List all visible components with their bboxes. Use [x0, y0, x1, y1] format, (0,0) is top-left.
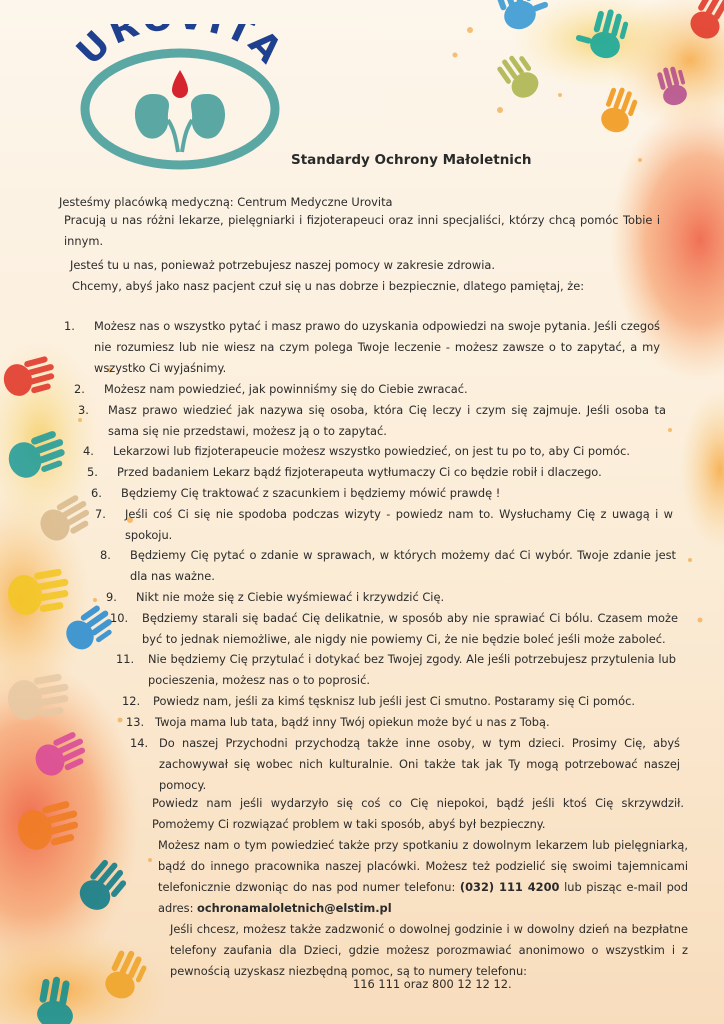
closing-paragraph-2-text: Możesz nam o tym powiedzieć także przy spotkaniu z dowolnym lekarzem lub pielęgniarką, bądź do innego pracownika naszej placówki. Możesz też podzielić się swoimi tajemnicami telefonicznie dzwoniąc do nas pod numer telefonu:: [158, 838, 688, 894]
rule-text: Będziemy Cię traktować z szacunkiem i będziemy mówić prawdę !: [121, 486, 501, 500]
closing-paragraph-1: Powiedz nam jeśli wydarzyło się coś co Cię niepokoi, bądź jeśli ktoś Cię skrzywdził. Pomożemy Ci rozwiązać problem w taki sposób, abyś był bezpieczny.: [152, 796, 684, 831]
intro-line-3: Jesteś tu u nas, ponieważ potrzebujesz naszej pomocy w zakresie zdrowia.: [70, 258, 495, 272]
rule-number: 12.: [122, 694, 141, 708]
rule-text: Lekarzowi lub fizjoterapeucie możesz wszystko powiedzieć, on jest tu po to, aby Ci pomóc.: [113, 444, 631, 458]
closing-paragraph-2: [158, 835, 688, 919]
rule-text: Powiedz nam, jeśli za kimś tęsknisz lub jeśli jest Ci smutno. Postaramy się Ci pomóc.: [153, 694, 635, 708]
closing-paragraph-2-mid: lub pisząc e-mail pod adres:: [158, 880, 689, 915]
rule-text: Masz prawo wiedzieć jak nazywa się osoba, która Cię leczy i czym się zajmuje. Jeśli osoba ta sama się nie przedstawi, możesz ją o to zapytać.: [108, 403, 666, 438]
rule-number: 6.: [91, 486, 102, 500]
rule-text: Przed badaniem Lekarz bądź fizjoterapeuta wytłumaczy Ci co będzie robił i dlaczego.: [117, 465, 602, 479]
rule-number: 9.: [106, 590, 117, 604]
rule-text: Nikt nie może się z Ciebie wyśmiewać i krzywdzić Cię.: [136, 590, 445, 604]
intro-line-4: Chcemy, abyś jako nasz pacjent czuł się u nas dobrze i bezpiecznie, dlatego pamiętaj, że:: [72, 279, 585, 293]
rule-number: 4.: [83, 444, 94, 458]
rule-text: Jeśli coś Ci się nie spodoba podczas wizyty - powiedz nam to. Wysłuchamy Cię z uwagą i w spokoju.: [125, 507, 673, 542]
helpline-numbers: 116 111 oraz 800 12 12 12.: [353, 977, 512, 991]
svg-text:UROVITA: UR T: [72, 24, 260, 74]
rule-number: 7.: [95, 507, 106, 521]
intro-line-2: Pracują u nas różni lekarze, pielęgniarki i fizjoterapeuci oraz inni specjaliści, którzy chcą pomóc Tobie i innym.: [64, 213, 660, 248]
rule-number: 1.: [64, 319, 75, 333]
urovita-logo: [72, 24, 282, 174]
rule-number: 14.: [130, 736, 149, 750]
rule-text: Do naszej Przychodni przychodzą także inne osoby, w tym dzieci. Prosimy Cię, abyś zachowywał się wobec nich kulturalnie. Oni także tak jak Ty mogą potrzebować naszej pomocy.: [159, 736, 680, 792]
rule-text: Możesz nam powiedzieć, jak powinniśmy się do Ciebie zwracać.: [104, 382, 468, 396]
intro-line-1: Jesteśmy placówką medyczną: Centrum Medyczne Urovita: [59, 195, 393, 209]
rule-number: 2.: [74, 382, 85, 396]
rule-text: Możesz nas o wszystko pytać i masz prawo do uzyskania odpowiedzi na swoje pytania. Jeśli czegoś nie rozumiesz lub nie wiesz na czym polega Twoje leczenie - możesz zawsze o to zapytać, a my wszystko Ci wyjaśnimy.: [94, 319, 660, 375]
rule-number: 8.: [100, 548, 111, 562]
rule-number: 11.: [116, 652, 135, 666]
rule-number: 10.: [110, 611, 129, 625]
rule-number: 3.: [78, 403, 89, 417]
rule-text: Nie będziemy Cię przytulać i dotykać bez Twojej zgody. Ale jeśli potrzebujesz przytulenia lub pocieszenia, możesz nas o to poprosić.: [148, 652, 676, 687]
rule-text: Będziemy starali się badać Cię delikatnie, w sposób aby nie sprawiać Ci bólu. Czasem może być to jednak niemożliwe, ale nigdy nie powiemy Ci, że nie będzie boleć jeśli może zaboleć.: [142, 611, 678, 646]
contact-email: ochronamaloletnich@elstim.pl: [197, 901, 392, 915]
closing-paragraph-3: Jeśli chcesz, możesz także zadzwonić o dowolnej godzinie i w dowolny dzień na bezpłatne telefony zaufania dla Dzieci, gdzie możesz porozmawiać anonimowo o wszystkim i z pewnością uzyskasz niezbędną pomoc, są to numery telefonu:: [170, 922, 688, 978]
contact-phone: (032) 111 4200: [459, 880, 560, 894]
rule-number: 5.: [87, 465, 98, 479]
rule-number: 13.: [126, 715, 145, 729]
rule-text: Będziemy Cię pytać o zdanie w sprawach, w których możemy dać Ci wybór. Twoje zdanie jest dla nas ważne.: [130, 548, 676, 583]
page-title: Standardy Ochrony Małoletnich: [291, 152, 532, 168]
rule-text: Twoja mama lub tata, bądź inny Twój opiekun może być u nas z Tobą.: [155, 715, 550, 729]
